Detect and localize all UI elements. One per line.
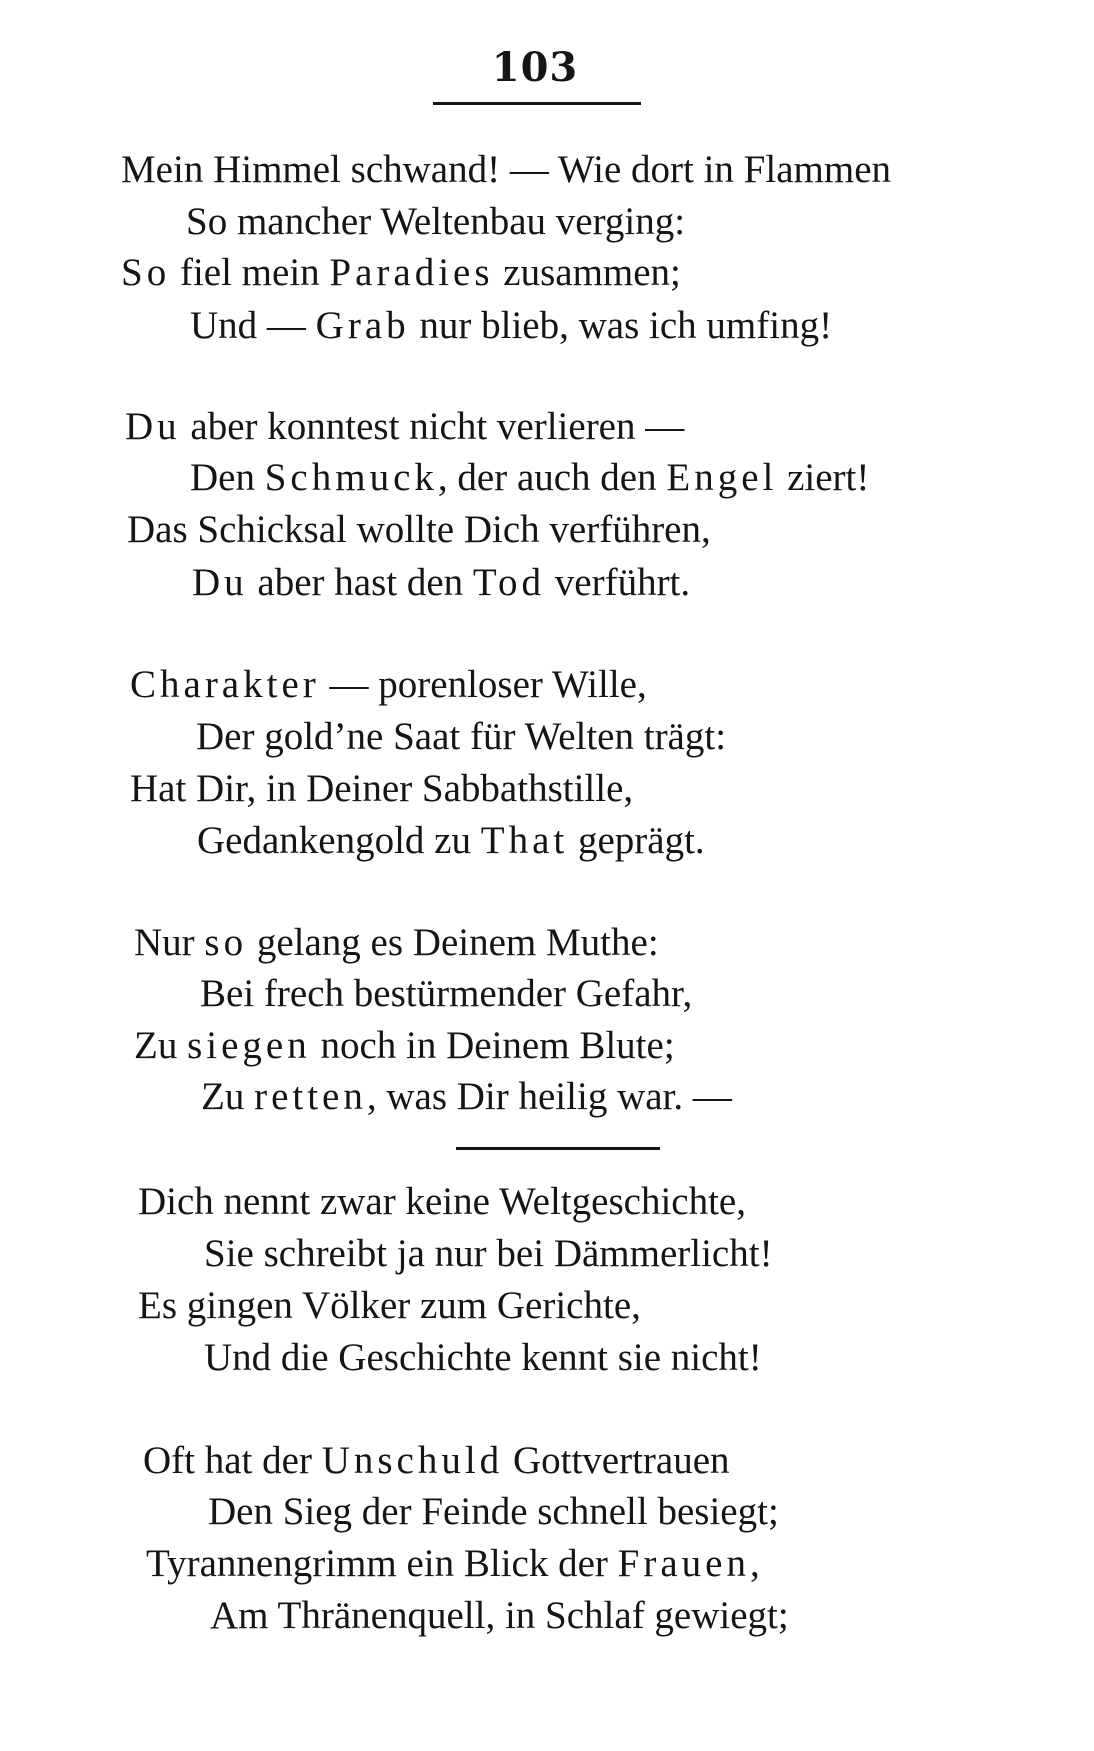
verse-text: Gottvertrauen <box>503 1439 730 1482</box>
page-number: 103 <box>491 44 579 91</box>
verse-line <box>134 1026 675 1065</box>
emphasized-spaced-word: Du <box>192 561 248 604</box>
verse-text: Das Schicksal wollte Dich verführen, <box>127 508 711 551</box>
emphasized-spaced-word: so <box>204 921 248 964</box>
verse-text: verführt. <box>545 561 691 604</box>
verse-text: Es gingen Völker zum Gerichte, <box>138 1284 641 1327</box>
verse-line <box>196 717 726 756</box>
verse-text: Und die Geschichte kennt sie nicht! <box>204 1336 762 1379</box>
verse-text: — porenloser Wille, <box>319 663 647 706</box>
verse-line <box>204 1234 773 1273</box>
verse-text: Mein Himmel schwand! — Wie dort in Flammen <box>121 148 892 191</box>
verse-text: Dich nennt zwar keine Weltgeschichte, <box>138 1180 746 1223</box>
verse-line <box>125 407 684 446</box>
emphasized-spaced-word: Unschuld <box>321 1439 504 1482</box>
verse-text: Tyrannengrimm ein Blick der <box>146 1542 618 1585</box>
verse-line <box>138 1182 746 1221</box>
verse-text: aber konntest nicht verlieren — <box>180 405 685 448</box>
verse-text: Hat Dir, in Deiner Sabbathstille, <box>130 767 634 810</box>
verse-text: Zu <box>201 1075 255 1118</box>
verse-line <box>134 923 659 962</box>
verse-text: , was Dir heilig war. — <box>366 1075 732 1118</box>
emphasized-spaced-word: Schmuck <box>264 456 438 499</box>
verse-text: Am Thränenquell, in Schlaf gewiegt; <box>210 1594 789 1637</box>
verse-text: Den <box>190 456 265 499</box>
verse-text: nur blieb, was ich umfing! <box>409 304 833 347</box>
verse-line <box>138 1286 641 1325</box>
verse-text: fiel mein <box>170 251 330 294</box>
emphasized-spaced-word: So <box>121 251 171 294</box>
verse-line <box>127 510 711 549</box>
verse-line <box>192 563 690 602</box>
verse-line <box>130 665 647 704</box>
verse-text: Nur <box>134 921 205 964</box>
verse-text: gelang es Deinem Muthe: <box>247 921 659 964</box>
verse-text: noch in Deinem Blute; <box>310 1024 675 1067</box>
section-divider-rule <box>456 1147 660 1150</box>
verse-text: Bei frech bestürmender Gefahr, <box>200 972 693 1015</box>
verse-text: So mancher Weltenbau verging: <box>186 200 686 243</box>
verse-line <box>200 974 692 1013</box>
emphasized-spaced-word: Paradies <box>329 251 494 294</box>
verse-line <box>201 1077 732 1116</box>
emphasized-spaced-word: Du <box>125 405 181 448</box>
verse-line <box>210 1596 789 1635</box>
verse-line <box>121 150 891 189</box>
emphasized-spaced-word: That <box>480 819 569 862</box>
emphasized-spaced-word: siegen <box>187 1024 311 1067</box>
verse-text: ziert! <box>777 456 870 499</box>
verse-line <box>204 1338 762 1377</box>
verse-text: geprägt. <box>568 819 705 862</box>
verse-line <box>190 458 869 497</box>
verse-text: Den Sieg der Feinde schnell besiegt; <box>208 1490 779 1533</box>
emphasized-spaced-word: retten <box>254 1075 367 1118</box>
emphasized-spaced-word: Engel <box>666 456 778 499</box>
verse-line <box>121 253 681 292</box>
verse-text: Der gold’ne Saat für Welten trägt: <box>196 715 727 758</box>
verse-text: Zu <box>134 1024 188 1067</box>
emphasized-spaced-word: Tod <box>472 561 546 604</box>
verse-line <box>190 306 832 345</box>
verse-line <box>208 1492 779 1531</box>
verse-line <box>146 1544 760 1583</box>
verse-text: aber hast den <box>247 561 473 604</box>
verse-text: , der auch den <box>437 456 667 499</box>
verse-text: Oft hat der <box>143 1439 322 1482</box>
header-rule <box>433 102 641 105</box>
verse-line <box>130 769 633 808</box>
verse-text: Gedankengold zu <box>197 819 481 862</box>
emphasized-spaced-word: Frauen <box>617 1542 750 1585</box>
emphasized-spaced-word: Charakter <box>130 663 320 706</box>
verse-line <box>186 202 685 241</box>
verse-text: Sie schreibt ja nur bei Dämmerlicht! <box>204 1232 773 1275</box>
verse-line <box>143 1441 730 1480</box>
verse-text: , <box>749 1542 760 1585</box>
emphasized-spaced-word: Grab <box>315 304 410 347</box>
verse-text: Und — <box>190 304 316 347</box>
verse-line <box>197 821 705 860</box>
verse-text: zusammen; <box>493 251 681 294</box>
